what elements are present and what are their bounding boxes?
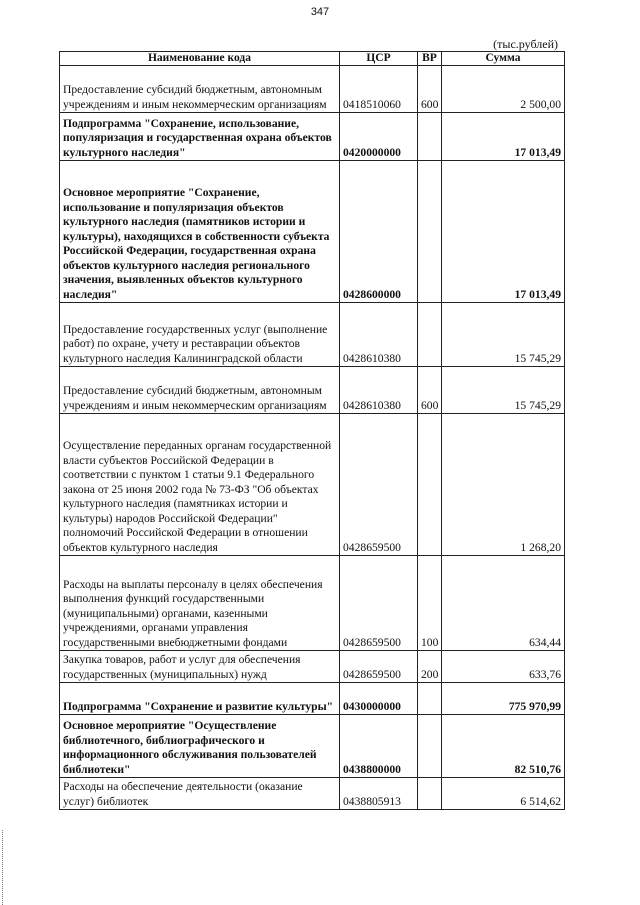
row-vr bbox=[418, 715, 442, 778]
table-row bbox=[60, 66, 565, 113]
table-row bbox=[60, 651, 565, 683]
row-name: Предоставление субсидий бюджетным, автономным учреждениям и иным некоммерческим организациям bbox=[60, 367, 340, 414]
table-row bbox=[60, 113, 565, 161]
row-csr: 0438805913 bbox=[340, 778, 418, 810]
table-row bbox=[60, 303, 565, 367]
row-name: Расходы на обеспечение деятельности (оказание услуг) библиотек bbox=[60, 778, 340, 810]
row-csr: 0428610380 bbox=[340, 303, 418, 367]
row-name: Расходы на выплаты персоналу в целях обеспечения выполнения функций государственными (муниципальными) органами, казенными учреждениями, органами управления государственными внебюджетными фондами bbox=[60, 556, 340, 651]
header-name: Наименование кода bbox=[60, 52, 340, 66]
row-vr bbox=[418, 683, 442, 715]
units-label: (тыс.рублей) bbox=[493, 37, 558, 51]
row-csr: 0430000000 bbox=[340, 683, 418, 715]
row-sum: 82 510,76 bbox=[442, 715, 565, 778]
row-vr: 600 bbox=[418, 66, 442, 113]
row-name: Предоставление государственных услуг (выполнение работ) по охране, учету и реставрации объектов культурного наследия Калининградской области bbox=[60, 303, 340, 367]
row-name: Подпрограмма "Сохранение и развитие культуры" bbox=[60, 683, 340, 715]
header-sum: Сумма bbox=[442, 52, 565, 66]
table-row bbox=[60, 161, 565, 303]
row-csr: 0418510060 bbox=[340, 66, 418, 113]
budget-table bbox=[59, 51, 565, 810]
table-row bbox=[60, 778, 565, 810]
table-row bbox=[60, 414, 565, 556]
row-csr: 0420000000 bbox=[340, 113, 418, 161]
row-name: Осуществление переданных органам государственной власти субъектов Российской Федерации в соответствии с пунктом 1 статьи 9.1 Федерального закона от 25 июня 2002 года № 73-ФЗ "Об объектах культурного наследия (памятниках истории и культуры) народов Российской Федерации" полномочий Российской Федерации в отношении объектов культурного наследия bbox=[60, 414, 340, 556]
row-csr: 0428659500 bbox=[340, 414, 418, 556]
row-sum: 1 268,20 bbox=[442, 414, 565, 556]
row-sum: 6 514,62 bbox=[442, 778, 565, 810]
scan-margin-marks bbox=[2, 830, 7, 905]
row-csr: 0428659500 bbox=[340, 651, 418, 683]
row-sum: 633,76 bbox=[442, 651, 565, 683]
header-csr: ЦСР bbox=[340, 52, 418, 66]
row-vr bbox=[418, 778, 442, 810]
row-sum: 634,44 bbox=[442, 556, 565, 651]
row-csr: 0428610380 bbox=[340, 367, 418, 414]
row-vr: 200 bbox=[418, 651, 442, 683]
row-sum: 775 970,99 bbox=[442, 683, 565, 715]
table-row bbox=[60, 556, 565, 651]
row-sum: 15 745,29 bbox=[442, 367, 565, 414]
row-name: Основное мероприятие "Сохранение, использование и популяризация объектов культурного наследия (памятников истории и культуры), находящихся в собственности субъекта Российской Федерации, государственная охрана объектов культурного наследия регионального значения, выявленных объектов культурного наследия" bbox=[60, 161, 340, 303]
row-sum: 15 745,29 bbox=[442, 303, 565, 367]
row-name: Закупка товаров, работ и услуг для обеспечения государственных (муниципальных) нужд bbox=[60, 651, 340, 683]
table-row bbox=[60, 683, 565, 715]
row-vr: 100 bbox=[418, 556, 442, 651]
row-name: Предоставление субсидий бюджетным, автономным учреждениям и иным некоммерческим организациям bbox=[60, 66, 340, 113]
row-sum: 17 013,49 bbox=[442, 113, 565, 161]
row-csr: 0438800000 bbox=[340, 715, 418, 778]
row-vr bbox=[418, 161, 442, 303]
row-sum: 2 500,00 bbox=[442, 66, 565, 113]
table-row bbox=[60, 367, 565, 414]
row-vr bbox=[418, 113, 442, 161]
row-name: Основное мероприятие "Осуществление библиотечного, библиографического и информационного обслуживания пользователей библиотеки" bbox=[60, 715, 340, 778]
row-csr: 0428600000 bbox=[340, 161, 418, 303]
table-row bbox=[60, 715, 565, 778]
row-vr bbox=[418, 414, 442, 556]
header-vr: ВР bbox=[418, 52, 442, 66]
row-name: Подпрограмма "Сохранение, использование, популяризация и государственная охрана объектов культурного наследия" bbox=[60, 113, 340, 161]
row-vr: 600 bbox=[418, 367, 442, 414]
page-number: 347 bbox=[310, 6, 330, 18]
row-sum: 17 013,49 bbox=[442, 161, 565, 303]
row-csr: 0428659500 bbox=[340, 556, 418, 651]
table-header-row bbox=[60, 52, 565, 66]
row-vr bbox=[418, 303, 442, 367]
